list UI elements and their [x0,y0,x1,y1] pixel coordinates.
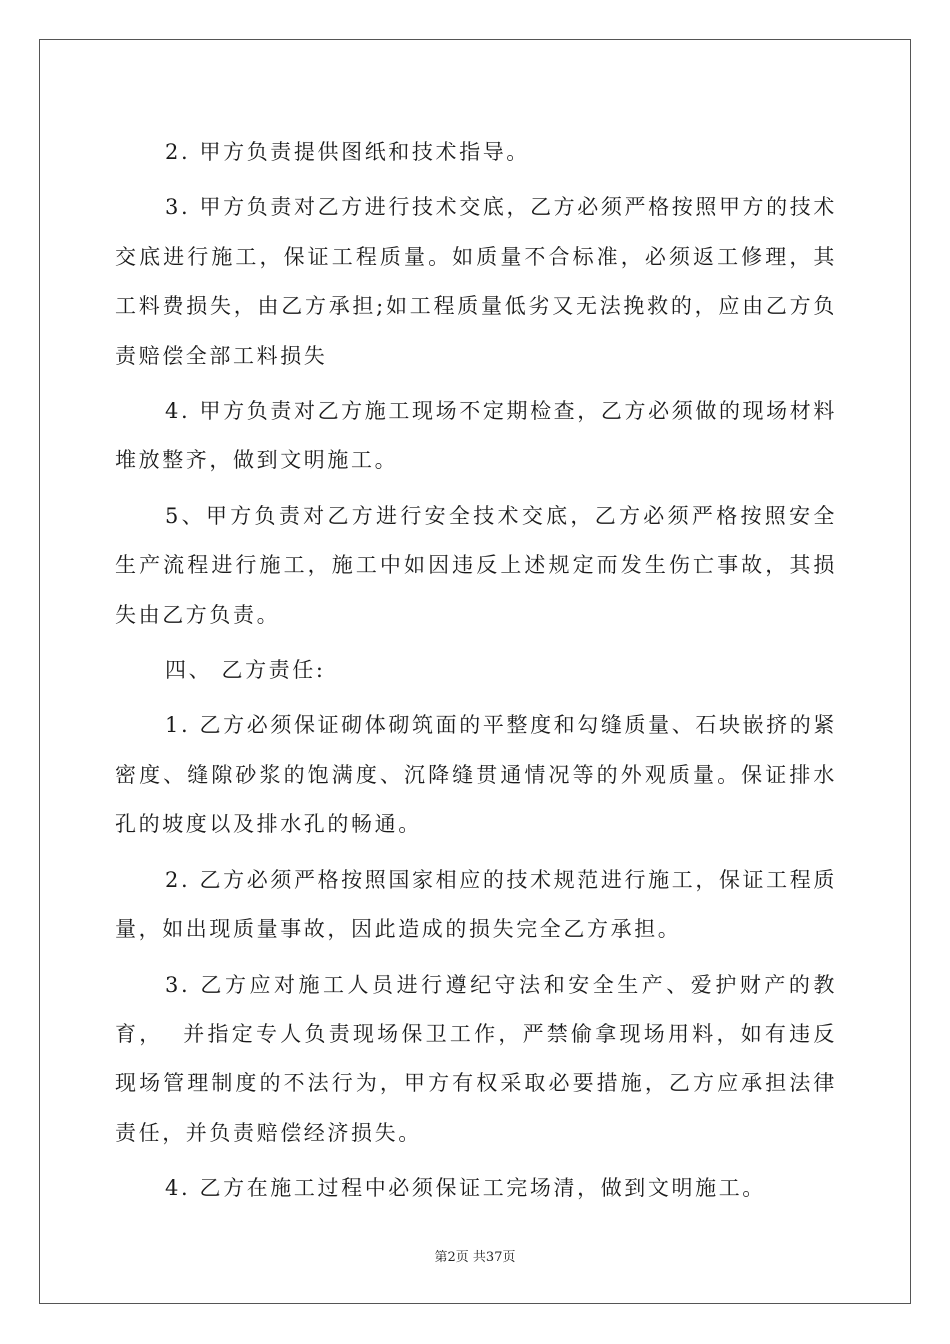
paragraph-a-5: 5、甲方负责对乙方进行安全技术交底，乙方必须严格按照安全生产流程进行施工，施工中如因违反上述规定而发生伤亡事故，其损失由乙方负责。 [115,503,837,627]
paragraph-b-4: 4. 乙方在施工过程中必须保证工完场清，做到文明施工。 [165,1176,766,1201]
paragraph-a-4: 4. 甲方负责对乙方施工现场不定期检查，乙方必须做的现场材料堆放整齐，做到文明施工。 [115,399,837,473]
paragraph-b-3: 3. 乙方应对施工人员进行遵纪守法和安全生产、爱护财产的教育， 并指定专人负责现场保卫工作，严禁偷拿现场用料，如有违反现场管理制度的不法行为，甲方有权采取必要措施，乙方应承担法律责任，并负责赔偿经济损失。 [115,972,837,1145]
paragraph-a-2: 2. 甲方负责提供图纸和技术指导。 [165,140,530,164]
paragraph-b-1: 1. 乙方必须保证砌体砌筑面的平整度和勾缝质量、石块嵌挤的紧密度、缝隙砂浆的饱满度、沉降缝贯通情况等的外观质量。保证排水孔的坡度以及排水孔的畅通。 [115,713,837,837]
page-number-footer: 第2页 共37页 [434,1250,516,1265]
paragraph-b-2: 2. 乙方必须严格按照国家相应的技术规范进行施工，保证工程质量，如出现质量事故，因此造成的损失完全乙方承担。 [115,867,837,942]
document-body [115,128,837,1220]
paragraph-a-3: 3. 甲方负责对乙方进行技术交底，乙方必须严格按照甲方的技术交底进行施工，保证工程质量。如质量不合标准，必须返工修理，其工料费损失，由乙方承担;如工程质量低劣又无法挽救的，应由乙方负责赔偿全部工料损失 [115,195,837,368]
section-heading-party-b: 四、 乙方责任: [165,658,326,683]
